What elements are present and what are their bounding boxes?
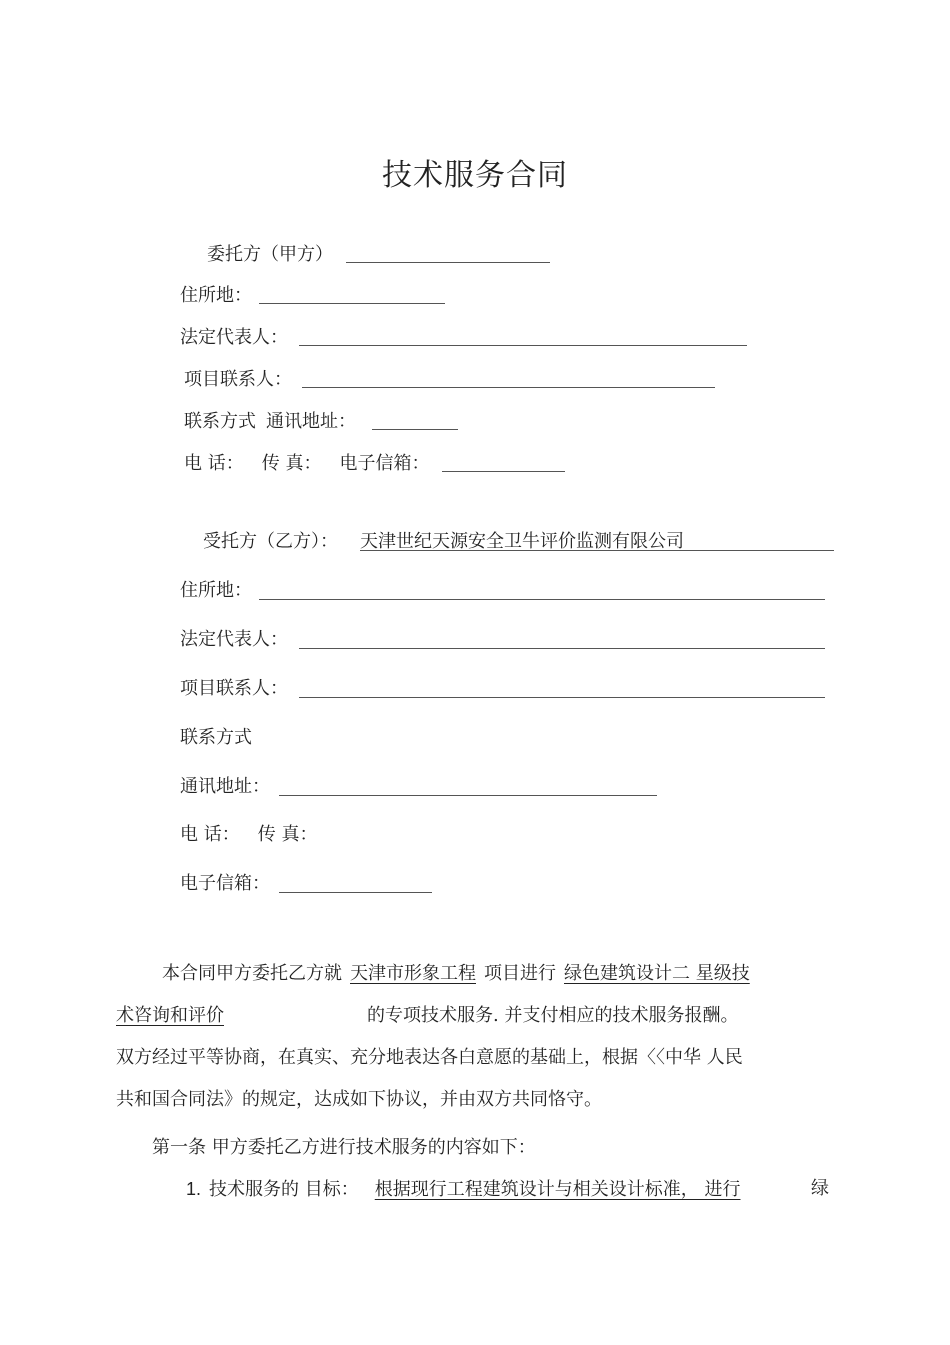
party-a-contact-method-label: 联系方式 [184, 411, 256, 432]
intro-prefix: 本合同甲方委托乙方就 [162, 963, 342, 984]
party-a-fax-label: 传 真： [261, 453, 322, 474]
party-b-phone-line [180, 823, 317, 847]
article-1-heading: 第一条 甲方委托乙方进行技术服务的内容如下： [152, 1137, 536, 1158]
intro-p2-line2: 共和国合同法》的规定，达成如下协议，并由双方共同恪守。 [116, 1089, 602, 1110]
party-a-phone-label: 电 话： [184, 453, 244, 474]
item-1-number: 1. [186, 1179, 202, 1199]
party-b-company-name: 天津世纪天源安全卫牛评价监测有限公司 [360, 531, 684, 552]
intro-suffix: 的专项技术服务. 并支付相应的技术服务报酬。 [367, 1005, 739, 1026]
party-b-email-blank[interactable] [279, 892, 432, 893]
party-a-name-blank[interactable] [346, 262, 550, 263]
party-b-contact-method-label: 联系方式 [180, 727, 252, 748]
item-1-tail: 绿 [811, 1178, 829, 1199]
intro-p2-line1: 双方经过平等协商，在真实、充分地表达各白意愿的基础上，根据〈〈中华 人民 [116, 1047, 743, 1068]
party-a-email-blank[interactable] [442, 471, 565, 472]
party-b-project-contact-blank[interactable] [299, 697, 825, 698]
party-a-project-contact-label: 项目联系人： [184, 369, 292, 390]
party-a-heading: 委托方（甲方） [207, 244, 333, 265]
party-a-address-label: 住所地： [180, 285, 252, 306]
article-1-item-1 [186, 1177, 740, 1202]
party-a-contact-line [184, 410, 356, 434]
party-b-address-label: 住所地： [180, 580, 252, 601]
party-b-email-label: 电子信箱： [180, 873, 270, 894]
party-b-phone-label: 电 话： [180, 824, 240, 845]
intro-project-name: 天津市形象工程 [350, 963, 476, 984]
party-a-legal-rep-label: 法定代表人： [180, 327, 288, 348]
party-b-legal-rep-blank[interactable] [299, 648, 825, 649]
party-a-mail-address-label: 通讯地址： [266, 411, 356, 432]
party-b-heading: 受托方（乙方）： [203, 531, 338, 552]
contract-title: 技术服务合同 [382, 158, 568, 193]
party-b-fax-label: 传 真： [257, 824, 318, 845]
party-b-mail-address-blank[interactable] [279, 795, 657, 796]
party-b-mail-address-label: 通讯地址： [180, 776, 270, 797]
item-1-text: 根据现行工程建筑设计与相关设计标准， 进行 [374, 1179, 741, 1200]
party-a-project-contact-blank[interactable] [302, 387, 715, 388]
intro-line-1 [162, 962, 750, 986]
party-a-mail-address-blank[interactable] [372, 429, 458, 430]
party-b-address-blank[interactable] [259, 599, 825, 600]
party-a-email-label: 电子信箱： [339, 453, 430, 474]
intro-service-part2: 术咨询和评价 [116, 1005, 224, 1026]
intro-mid: 项目进行 [484, 963, 556, 984]
party-a-address-blank[interactable] [259, 303, 445, 304]
party-a-phone-line [184, 452, 429, 476]
party-b-name-underline [360, 550, 834, 551]
intro-service-part1: 绿色建筑设计二 星级技 [564, 963, 750, 984]
item-1-label: 技术服务的 目标： [209, 1179, 359, 1200]
party-b-legal-rep-label: 法定代表人： [180, 629, 288, 650]
party-a-legal-rep-blank[interactable] [299, 345, 747, 346]
party-b-project-contact-label: 项目联系人： [180, 678, 288, 699]
